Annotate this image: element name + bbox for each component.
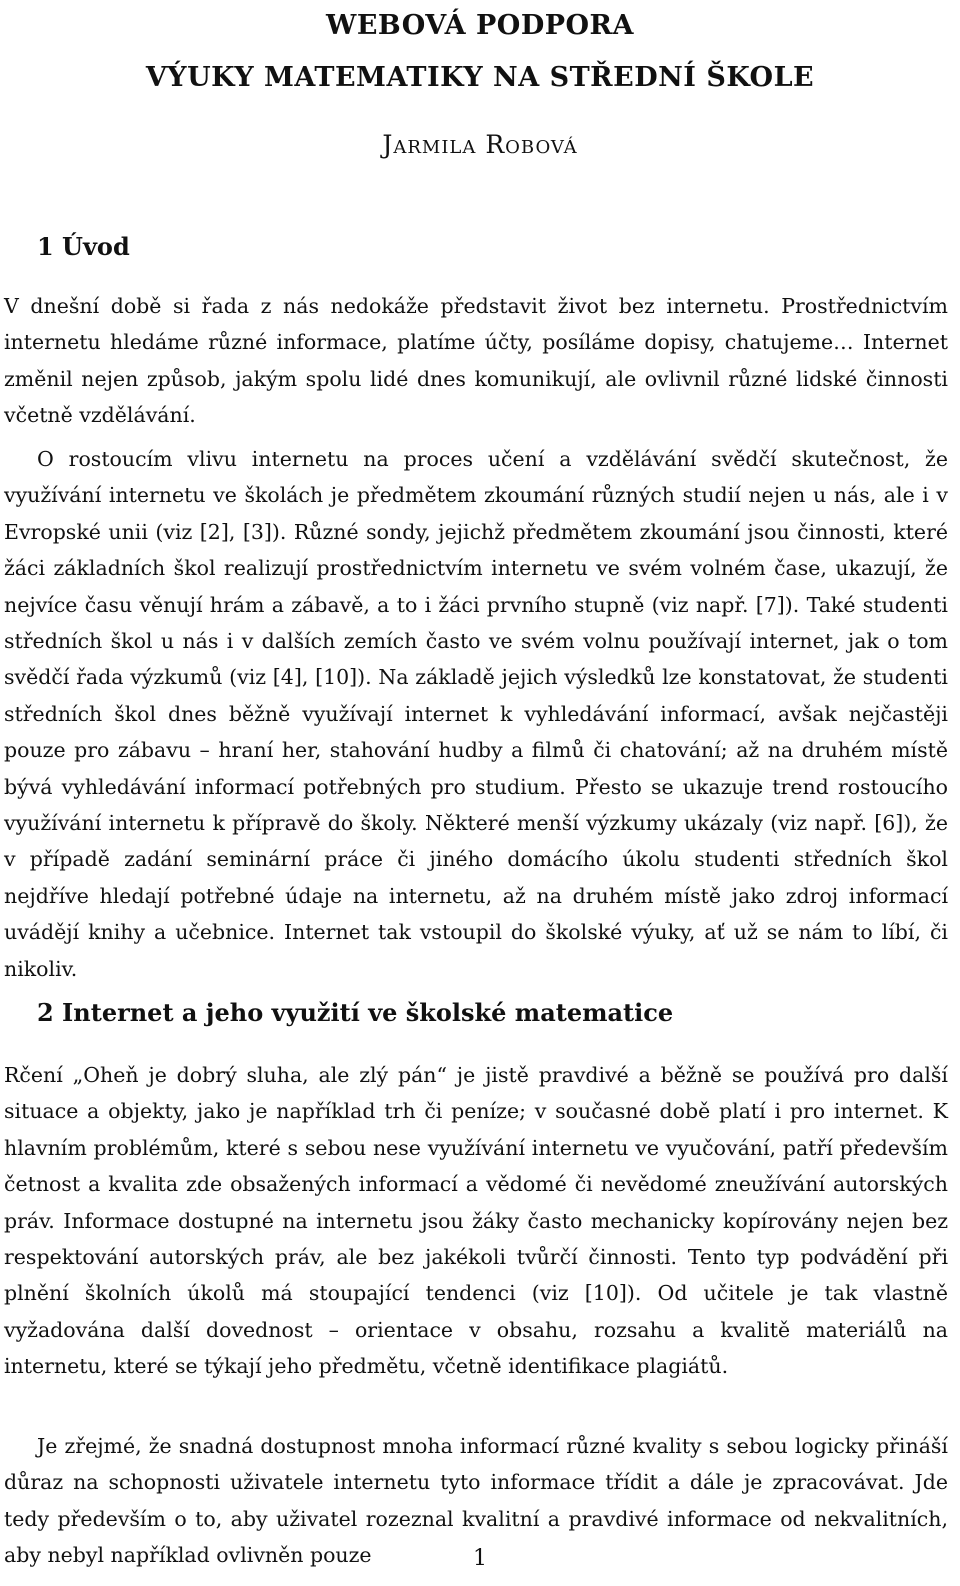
section-heading-internet-math: 2 Internet a jeho využití ve školské matematice	[37, 998, 674, 1027]
paragraph-proverb: Rčení „Oheň je dobrý sluha, ale zlý pán“ je jistě pravdivé a běžně se používá pro další situace a objekty, jako je například trh či peníze; v současné době platí i pro internet. K hlavním problémům, které s sebou nese využívání internetu ve vyučování, patří především četnost a kvalita zde obsažených informací a vědomé či nevědomé zneužívání autorských práv. Informace dostupné na internetu jsou žáky často mechanicky kopírovány nejen bez respektování autorských práv, ale bez jakékoli tvůrčí činnosti. Tento typ podvádění při plnění školních úkolů má stoupající tendenci (viz [10]). Od učitele je tak vlastně vyžadována další dovednost – orientace v obsahu, rozsahu a kvalitě materiálů na internetu, které se týkají jeho předmětu, včetně identifikace plagiátů.	[4, 1063, 948, 1379]
paragraph-availability: Je zřejmé, že snadná dostupnost mnoha informací různé kvality s sebou logicky přináší důraz na schopnosti uživatele internetu tyto informace třídit a dále je zpracovávat. Jde tedy především o to, aby uživatel rozeznal kvalitní a pravdivé informace od nekvalitních, aby nebyl například ovlivněn pouze	[4, 1434, 948, 1568]
paragraph-intro: V dnešní době si řada z nás nedokáže představit život bez internetu. Prostřednictvím internetu hledáme různé informace, platíme účty, posíláme dopisy, chatujeme… Internet změnil nejen způsob, jakým spolu lidé dnes komunikují, ale ovlivnil různé lidské činnosti včetně vzdělávání.	[4, 294, 948, 428]
section-heading-intro: 1 Úvod	[37, 232, 130, 261]
document-title	[0, 0, 960, 104]
page-number: 1	[473, 1546, 487, 1571]
title-line-1: WEBOVÁ PODPORA	[326, 10, 634, 41]
title-line-2: VÝUKY MATEMATIKY NA STŘEDNÍ ŠKOLE	[145, 62, 815, 93]
paragraph-internet-influence: O rostoucím vlivu internetu na proces učení a vzdělávání svědčí skutečnost, že využívání internetu ve školách je předmětem zkoumání různých studií nejen u nás, ale i v Evropské unii (viz [2], [3]). Různé sondy, jejichž předmětem zkoumání jsou činnosti, které žáci základních škol realizují prostřednictvím internetu ve svém volném čase, ukazují, že nejvíce času věnují hrám a zábavě, a to i žáci prvního stupně (viz např. [7]). Také studenti středních škol u nás i v dalších zemích často ve svém volnu používají internet, jak o tom svědčí řada výzkumů (viz [4], [10]). Na základě jejich výsledků lze konstatovat, že studenti středních škol dnes běžně využívají internet k vyhledávání informací, avšak nejčastěji pouze pro zábavu – hraní her, stahování hudby a filmů či chatování; až na druhém místě bývá vyhledávání informací potřebných pro studium. Přesto se ukazuje trend rostoucího využívání internetu k přípravě do školy. Některé menší výzkumy ukázaly (viz např. [6]), že v případě zadání seminární práce či jiného domácího úkolu studenti středních škol nejdříve hledají potřebné údaje na internetu, až na druhém místě jako zdroj informací uvádějí knihy a učebnice. Internet tak vstoupil do školské výuky, ať už se nám to líbí, či nikoliv.	[4, 447, 948, 981]
author-name: Jarmila Robová	[382, 130, 578, 159]
